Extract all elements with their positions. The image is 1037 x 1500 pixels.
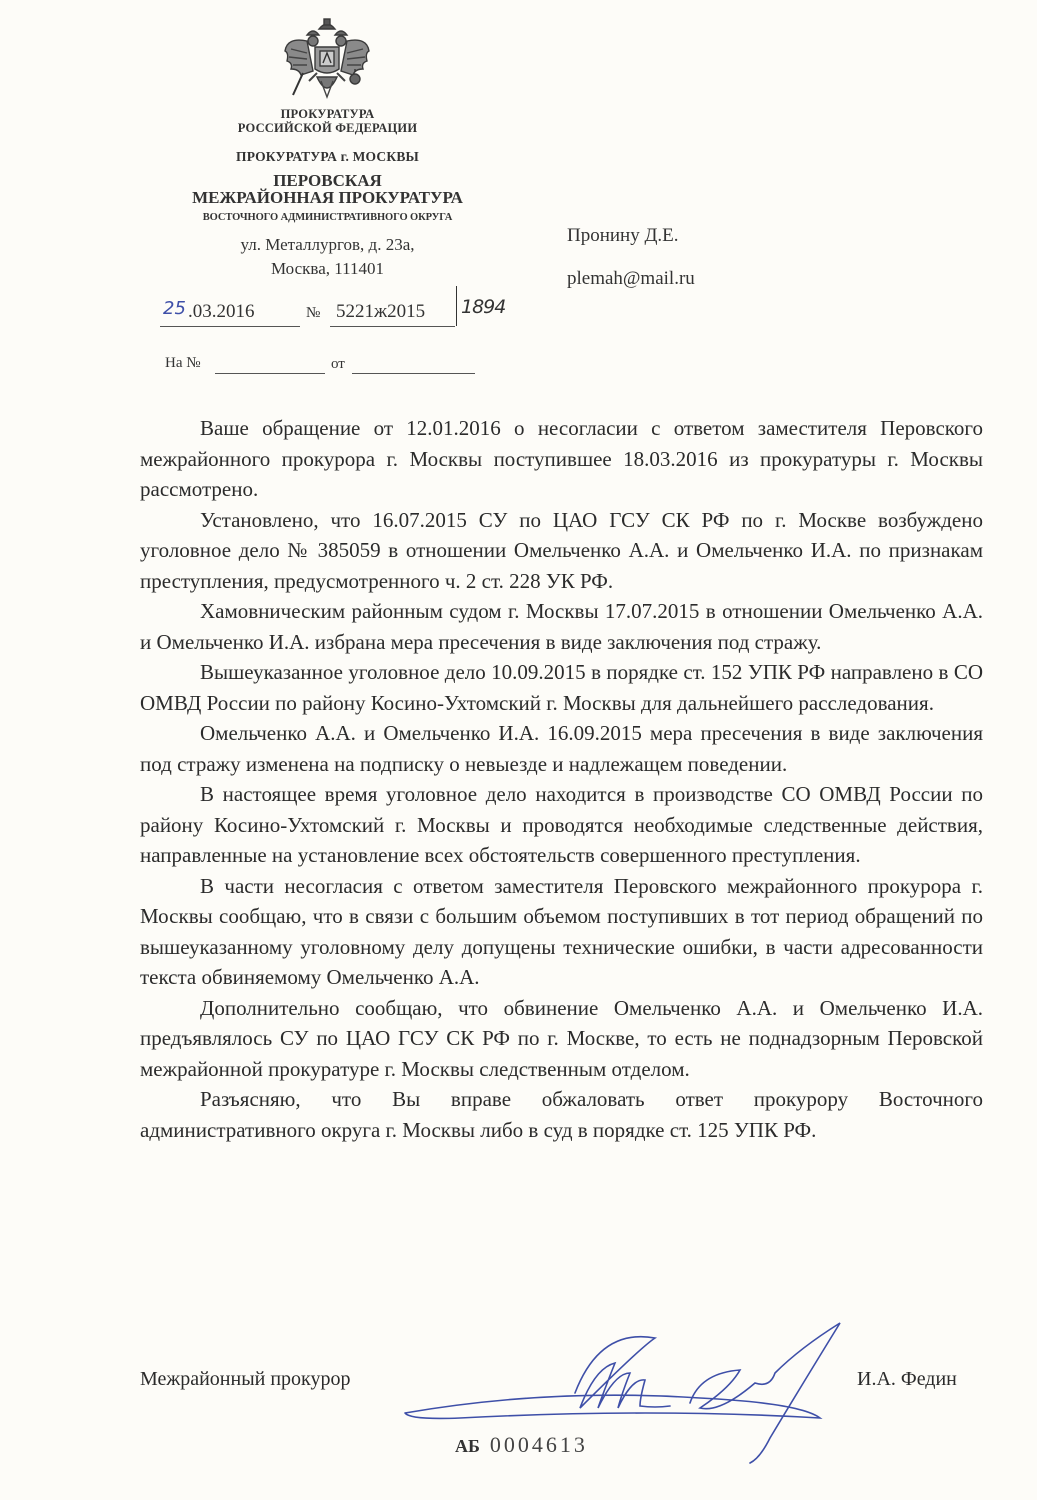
letterhead-org-name (160, 107, 495, 135)
addressee-block (567, 214, 695, 300)
date-underline (160, 326, 300, 327)
number-sign: № (306, 305, 321, 321)
letter-body (140, 413, 983, 1145)
body-paragraph: Омельченко А.А. и Омельченко И.А. 16.09.2015 мера пресечения в виде заключения под стражу изменена на подписку о невыезде и надлежащем поведении. (140, 721, 983, 776)
letterhead-line-4: ПЕРОВСКАЯ (273, 171, 382, 190)
addressee-email: plemah@mail.ru (567, 268, 695, 289)
number-underline (330, 326, 455, 327)
letterhead-office-name (160, 172, 495, 206)
body-paragraph: Установлено, что 16.07.2015 СУ по ЦАО ГСУ СК РФ по г. Москве возбуждено уголовное дело № 385059 в отношении Омельченко А.А. и Омельченко И.А. по признакам преступления, предусмотренного ч. 2 ст. 228 УК РФ. (140, 507, 983, 593)
serial-series: АБ (455, 1436, 480, 1456)
body-paragraph: Разъясняю, что Вы вправе обжаловать ответ прокурору Восточного административного округа г. Москвы либо в суд в порядке ст. 125 УПК РФ. (140, 1087, 983, 1142)
coat-of-arms-icon (277, 17, 377, 105)
letterhead-line-2: РОССИЙСКОЙ ФЕДЕРАЦИИ (237, 121, 418, 135)
handwritten-separator (456, 286, 457, 326)
letterhead-line-5: МЕЖРАЙОННАЯ ПРОКУРАТУРА (192, 188, 463, 207)
reply-to-label: На № (165, 355, 201, 371)
body-paragraph: В части несогласия с ответом заместителя Перовского межрайонного прокурора г. Москвы сообщаю, что в связи с большим объемом поступивших в тот период обращений по вышеуказанному уголовному делу допущены технические ошибки, в части адресованности текста обвиняемому Омельченко А.А. (140, 873, 983, 989)
address-line-1: ул. Металлургов, д. 23а, (240, 235, 415, 254)
letterhead-address (160, 233, 495, 281)
body-paragraph: Дополнительно сообщаю, что обвинение Омельченко А.А. и Омельченко И.А. предъявлялось СУ по ЦАО ГСУ СК РФ по г. Москве, то есть не поднадзорным Перовской межрайонной прокуратуре г. Москвы следственным отделом. (140, 995, 983, 1081)
handwritten-number: 1894 (461, 296, 506, 318)
body-paragraph: В настоящее время уголовное дело находится в производстве СО ОМВД России по району Косино-Ухтомский г. Москвы и проводятся необходимые следственные действия, направленные на установление всех обстоятельств совершенного преступления. (140, 782, 983, 867)
body-paragraph: Ваше обращение от 12.01.2016 о несогласии с ответом заместителя Перовского межрайонного прокурора г. Москвы поступившее 18.03.2016 из прокуратуры г. Москвы рассмотрено. (140, 416, 983, 501)
from-blank (352, 373, 475, 374)
serial-digits: 0004613 (489, 1432, 588, 1457)
signatory-title: Межрайонный прокурор (140, 1368, 351, 1390)
date-typed: .03.2016 (188, 301, 255, 322)
body-paragraph: Вышеуказанное уголовное дело 10.09.2015 в порядке ст. 152 УПК РФ направлено в СО ОМВД России по району Косино-Ухтомский г. Москвы для дальнейшего расследования. (140, 660, 983, 715)
reply-to-blank (215, 373, 325, 374)
from-label: от (331, 356, 345, 372)
body-paragraph: Хамовническим районным судом г. Москвы 17.07.2015 в отношении Омельченко А.А. и Омельченко И.А. избрана мера пресечения в виде заключения под стражу. (140, 599, 983, 654)
address-line-2: Москва, 111401 (270, 259, 384, 278)
letterhead-line-6: ВОСТОЧНОГО АДМИНИСТРАТИВНОГО ОКРУГА (202, 212, 453, 223)
signatory-name: И.А. Федин (857, 1368, 957, 1390)
letterhead-line-1: ПРОКУРАТУРА (280, 107, 375, 121)
addressee-name: Пронину Д.Е. (567, 225, 679, 246)
handwritten-date-day: 25 (163, 298, 186, 319)
outgoing-number: 5221ж2015 (336, 301, 426, 322)
form-serial-number (455, 1432, 588, 1458)
letterhead-line-3: ПРОКУРАТУРА г. МОСКВЫ (236, 149, 419, 164)
